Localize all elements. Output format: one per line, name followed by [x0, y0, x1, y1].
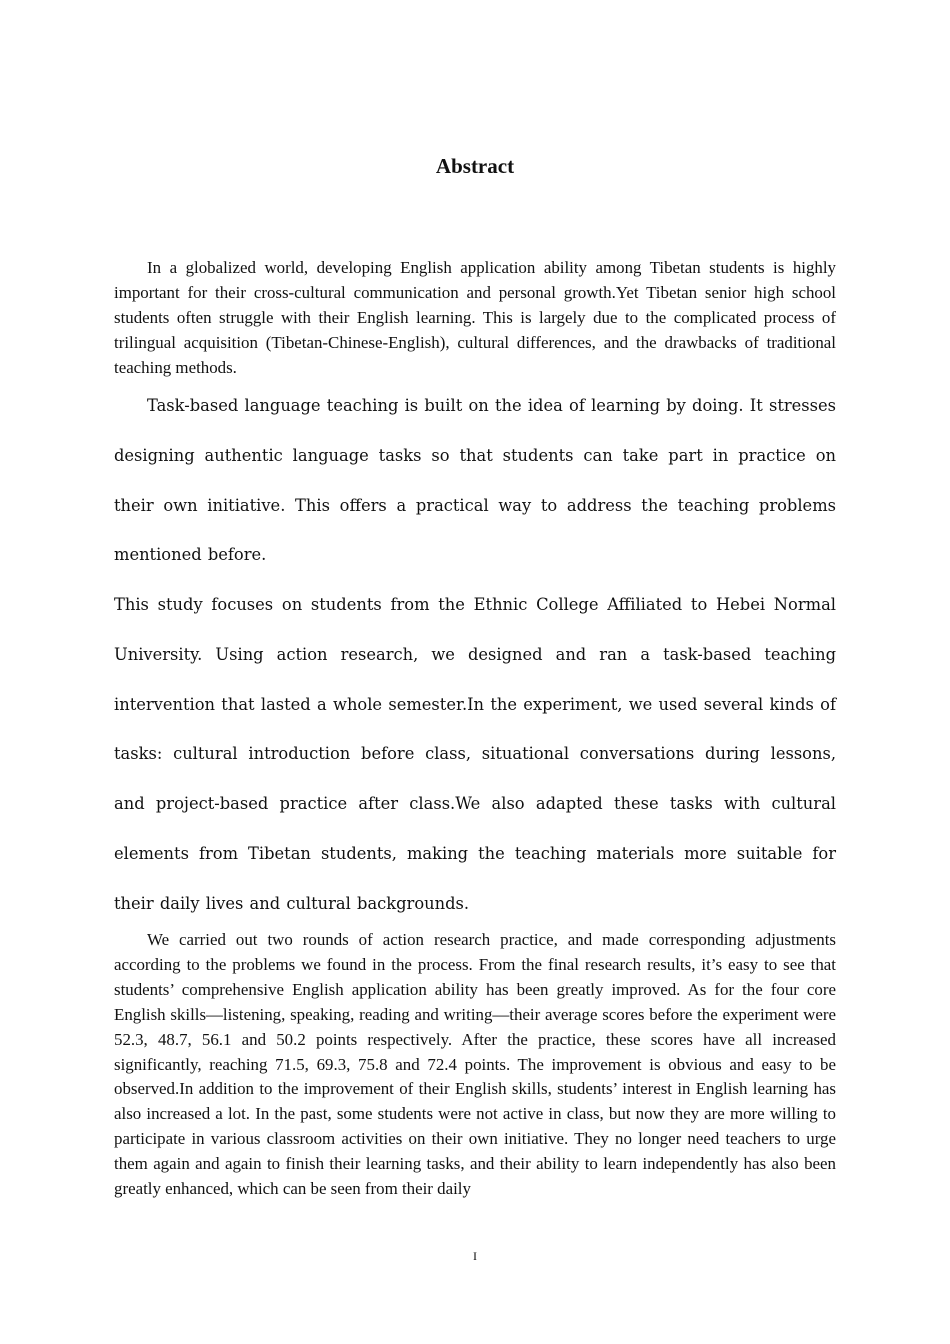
paragraph-task-based-teaching: Task-based language teaching is built on the idea of learning by doing. It stresses designing authentic language tasks so that students can take part in practice on their own initiative. This offers a practical way to address the teaching problems mentioned before. — [114, 396, 836, 565]
abstract-title: Abstract — [435, 154, 515, 178]
paragraph-results: We carried out two rounds of action research practice, and made corresponding adjustments according to the problems we found in the process. From the final research results, it’s easy to see that students’ comprehensive English application ability has been greatly improved. As for the four core English skills—listening, speaking, reading and writing—their average scores before the experiment were 52.3, 48.7, 56.1 and 50.2 points respectively. After the practice, these scores have all increased significantly, reaching 71.5, 69.3, 75.8 and 72.4 points. The improvement is obvious and easy to be observed.In addition to the improvement of their English skills, students’ interest in English learning has also increased a lot. In the past, some students were not active in class, but now they are more willing to participate in various classroom activities on their own initiative. They no longer need teachers to urge them again and again to finish their learning tasks, and their ability to learn independently has also been greatly enhanced, which can be seen from their daily — [114, 930, 836, 1199]
page-number: I — [473, 1249, 477, 1263]
paragraph-background: In a globalized world, developing English application ability among Tibetan students is highly important for their cross-cultural communication and personal growth.Yet Tibetan senior high school students often struggle with their English learning. This is largely due to the complicated process of trilingual acquisition (Tibetan-Chinese-English), cultural differences, and the drawbacks of traditional teaching methods. — [114, 258, 836, 377]
paragraph-study-design: This study focuses on students from the Ethnic College Affiliated to Hebei Normal University. Using action research, we designed and ran a task-based teaching intervention that lasted a whole semester.In the experiment, we used several kinds of tasks: cultural introduction before class, situational conversations during lessons, and project-based practice after class.We also adapted these tasks with cultural elements from Tibetan students, making the teaching materials more suitable for their daily lives and cultural backgrounds. — [114, 595, 836, 913]
